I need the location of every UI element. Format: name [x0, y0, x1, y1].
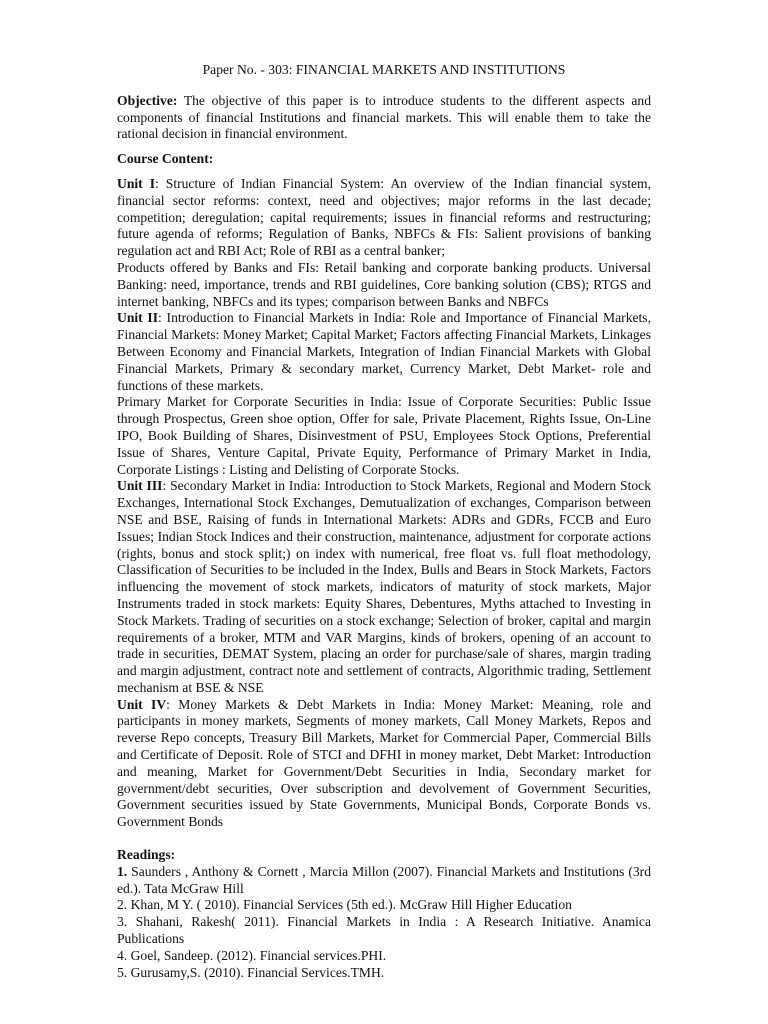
unit-4-paragraph: [117, 697, 651, 831]
reading-number: 3.: [117, 914, 128, 930]
readings-heading: Readings:: [117, 847, 176, 863]
reading-number: 2.: [117, 897, 128, 913]
paper-title: Paper No. - 303: FINANCIAL MARKETS AND INSTITUTIONS: [202, 62, 566, 77]
unit-2-paragraph: [117, 310, 651, 394]
unit-3-text: : Secondary Market in India: Introduction to Stock Markets, Regional and Modern Stock Exchanges, International Stock Exchanges, Demutualization of exchanges, Comparison between NSE and BSE, Raising of funds in International Markets: ADRs and GDRs, FCCB and Euro Issues; Indian Stock Indices and their construction, maintenance, adjustment for corporate actions (rights, bonus and stock split;) on index with numerical, free float vs. full float methodology, Classification of Securities to be included in the Index, Bulls and Bears in Stock Markets, Factors influencing the movement of stock markets, indicators of maturity of stock markets, Major Instruments traded in stock markets: Equity Shares, Debentures, Myths attached to Investing in Stock Markets. Trading of securities on a stock exchange; Selection of broker, capital and margin requirements of a broker, MTM and VAR Margins, kinds of brokers, opening of an account to trade in securities, DEMAT System, placing an order for purchase/sale of shares, margin trading and margin adjustment, contract note and settlement of contracts, Algorithmic trading, Settlement mechanism at BSE & NSE: [117, 478, 652, 695]
reading-text: Goel, Sandeep. (2012). Financial services.PHI.: [127, 947, 387, 963]
reading-number: 1.: [117, 863, 128, 879]
reading-item-4: [117, 948, 651, 965]
unit-3-label: Unit III: [117, 478, 163, 494]
unit-1-text: : Structure of Indian Financial System: An overview of the Indian financial system, financial sector reforms: context, need and objectives; major reforms in the last decade; competition; deregulation; capital requirements; issues in financial reforms and restructuring; future agenda of reforms; Regulation of Banks, NBFCs & FIs: Salient provisions of banking regulation act and RBI Act; Role of RBI as a central banker;: [117, 175, 651, 259]
reading-text: Khan, M Y. ( 2010). Financial Services (5th ed.). McGraw Hill Higher Education: [127, 897, 572, 913]
reading-text: Shahani, Rakesh( 2011). Financial Markets in India : A Research Initiative. Anamica Publications: [117, 914, 651, 947]
readings-list: [117, 864, 651, 982]
objective-text: The objective of this paper is to introduce students to the different aspects and components of financial Institutions and financial markets. This will enable them to take the rational decision in financial environment.: [117, 92, 651, 142]
unit-3-paragraph: [117, 478, 651, 696]
reading-number: 5.: [117, 964, 128, 980]
course-content-heading: Course Content:: [117, 151, 214, 167]
document-page: [117, 62, 651, 981]
unit-4-label: Unit IV: [117, 696, 167, 712]
unit-1-extra-paragraph: Products offered by Banks and FIs: Retail banking and corporate banking products. Universal Banking: need, importance, trends and RBI guidelines, Core banking solution (CBS); RTGS and internet banking, NBFCs and its types; comparison between Banks and NBFCs: [117, 259, 651, 309]
objective-paragraph: [117, 93, 651, 143]
unit-1-paragraph: [117, 176, 651, 260]
unit-2-extra-paragraph: Primary Market for Corporate Securities in India: Issue of Corporate Securities: Public Issue through Prospectus, Green shoe option, Offer for sale, Private Placement, Rights Issue, On-Line IPO, Book Building of Shares, Disinvestment of PSU, Employees Stock Options, Preferential Issue of Shares, Venture Capital, Private Equity, Performance of Primary Market in India, Corporate Listings : Listing and Delisting of Corporate Stocks.: [117, 394, 651, 477]
unit-2-label: Unit II: [117, 310, 159, 326]
reading-number: 4.: [117, 947, 128, 963]
unit-4-text: : Money Markets & Debt Markets in India: Money Market: Meaning, role and participants in money markets, Segments of money markets, Call Money Markets, Repos and reverse Repo concepts, Treasury Bill Markets, Market for Commercial Paper, Commercial Bills and Certificate of Deposit. Role of STCI and DFHI in money market, Debt Market: Introduction and meaning, Market for Government/Debt Securities in India, Secondary market for government/debt securities, Over subscription and devolvement of Government Securities, Government securities issued by State Governments, Municipal Bonds, Corporate Bonds vs. Government Bonds: [117, 696, 651, 830]
reading-text: Saunders , Anthony & Cornett , Marcia Millon (2007). Financial Markets and Institutions (3rd ed.). Tata McGraw Hill: [117, 863, 651, 896]
reading-item-1: [117, 864, 651, 898]
reading-item-5: [117, 965, 651, 982]
objective-label: Objective:: [117, 92, 178, 108]
reading-item-2: [117, 897, 651, 914]
reading-item-3: [117, 914, 651, 948]
unit-1-label: Unit I: [117, 175, 155, 191]
reading-text: Gurusamy,S. (2010). Financial Services.TMH.: [127, 964, 385, 980]
unit-2-text: : Introduction to Financial Markets in India: Role and Importance of Financial Markets, Financial Markets: Money Market; Capital Market; Factors affecting Financial Markets, Linkages Between Economy and Financial Markets, Integration of Indian Financial Markets with Global Financial Markets, Primary & secondary market, Currency Market, Debt Market- role and functions of these markets.: [117, 310, 651, 393]
